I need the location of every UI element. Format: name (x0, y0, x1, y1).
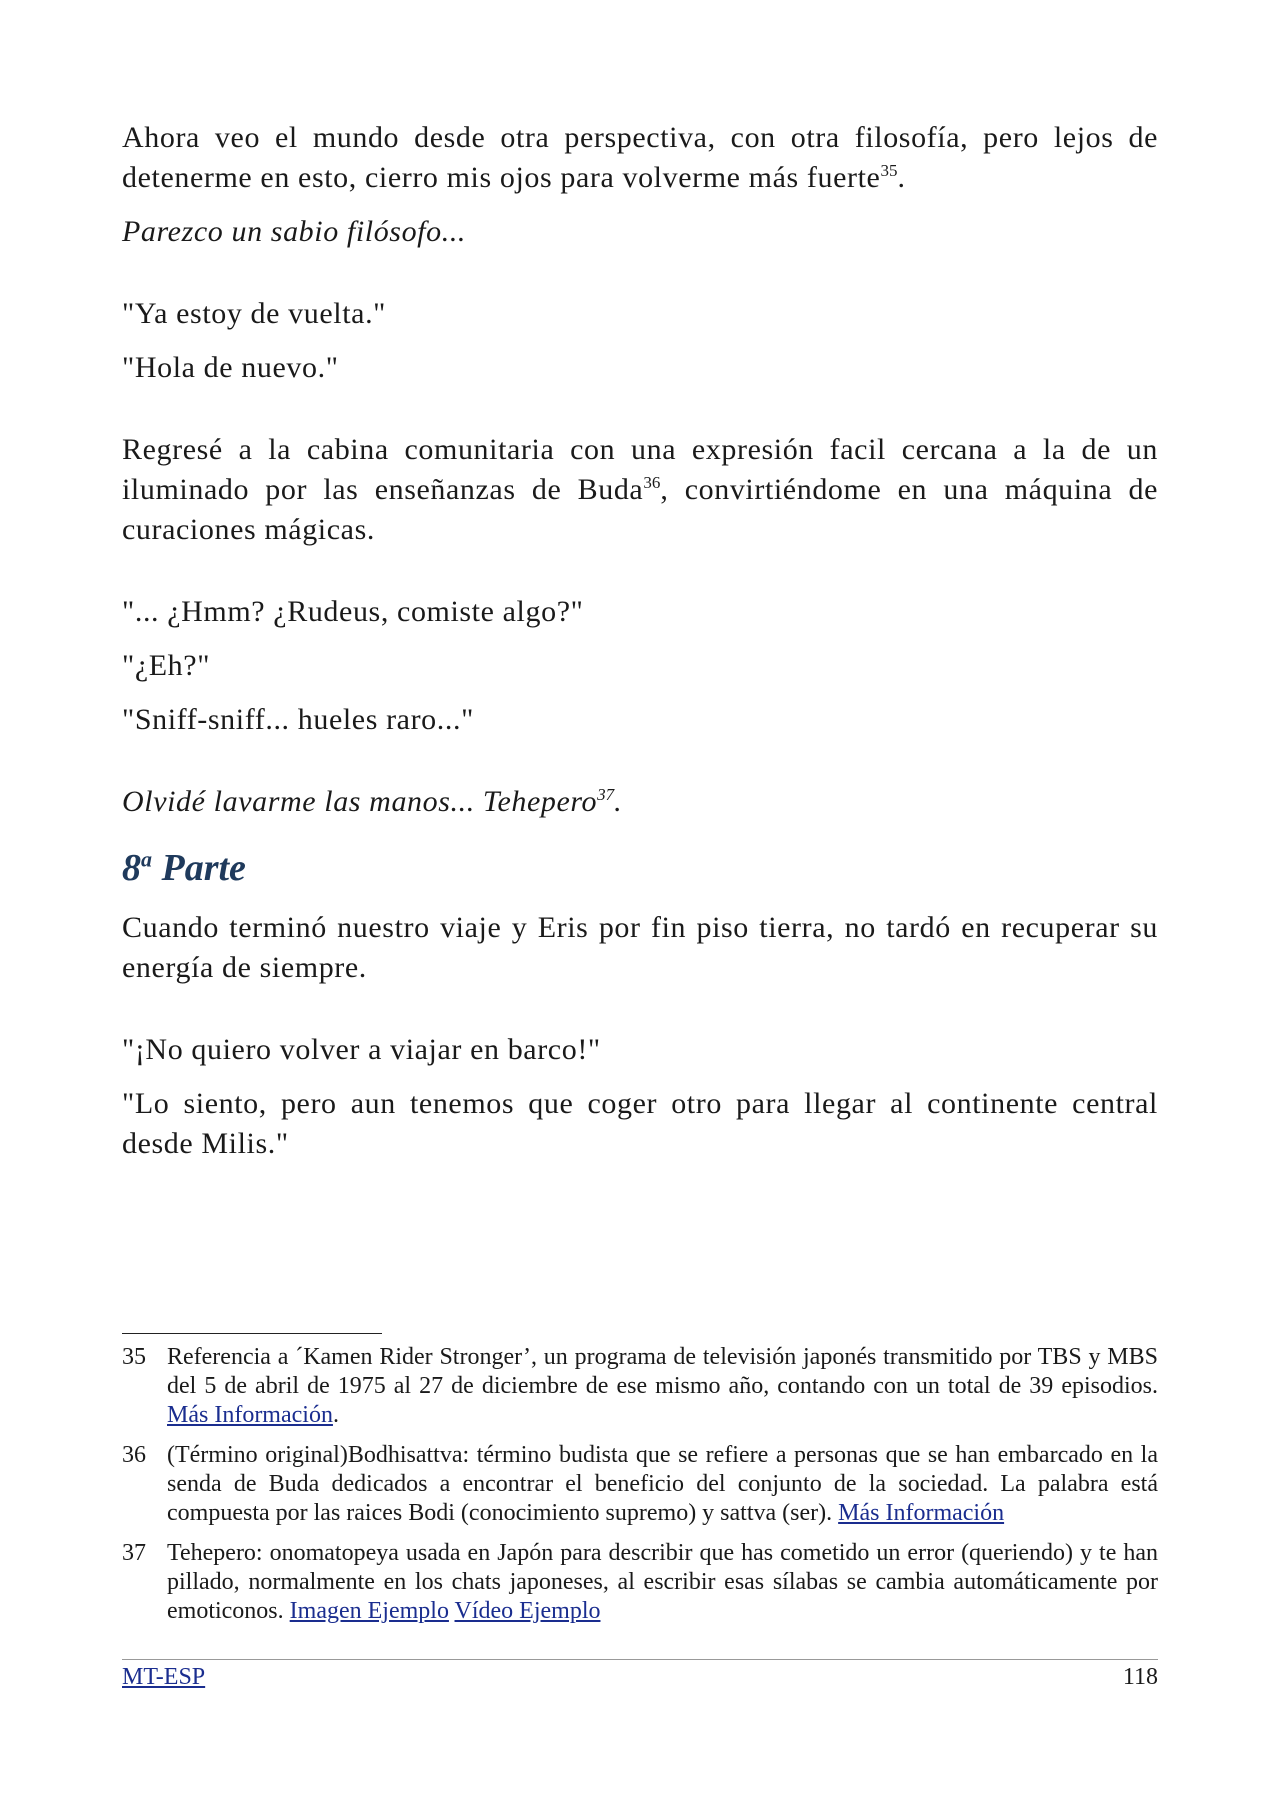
page-number: 118 (1122, 1664, 1158, 1690)
footnote: 35 Referencia a ´Kamen Rider Stronger’, un programa de televisión japonés transmitido por TBS y MBS del 5 de abril de 1975 al 27 de diciembre de ese mismo año, contando con un total de 39 episodios. Más Información. (122, 1344, 1158, 1428)
dialogue-line: "Ya estoy de vuelta." (122, 297, 387, 330)
more-info-link[interactable]: Más Información (167, 1402, 333, 1428)
footnotes (122, 1343, 1158, 1637)
footer-separator (122, 1659, 1158, 1660)
footnote: 37 Tehepero: onomatopeya usada en Japón para describir que has cometido un error (queriendo) y te han pillado, normalmente en los chats japoneses, al escribir esas sílabas se cambia automáticamente por emoticonos. Imagen Ejemplo Vídeo Ejemplo (122, 1540, 1158, 1624)
page-footer (122, 1662, 1158, 1692)
dialogue-line: "Lo siento, pero aun tenemos que coger otro para llegar al continente central desde Milis." (122, 1087, 1158, 1160)
footnote: 36 (Término original)Bodhisattva: término budista que se refiere a personas que se han embarcado en la senda de Buda dedicados a encontrar el beneficio del conjunto de la sociedad. La palabra está compuesta por las raices Bodi (conocimiento supremo) y sattva (ser). Más Información (122, 1442, 1158, 1526)
footnote-separator (122, 1333, 382, 1334)
footer-source-link[interactable]: MT-ESP (122, 1664, 206, 1690)
main-text (122, 118, 1158, 1164)
paragraph: Regresé a la cabina comunitaria con una expresión facil cercana a la de un iluminado por las enseñanzas de Buda$^{36}$, convirtiéndome en una máquina de curaciones mágicas. (122, 433, 1158, 546)
dialogue-line: "... ¿Hmm? ¿Rudeus, comiste algo?" (122, 595, 584, 628)
example-image-link[interactable]: Imagen Ejemplo (289, 1598, 449, 1624)
paragraph: Olvidé lavarme las manos... Tehepero$^{37}$. (122, 785, 623, 818)
example-video-link[interactable]: Vídeo Ejemplo (454, 1598, 601, 1624)
paragraph: Parezco un sabio filósofo... (122, 215, 467, 248)
section-heading: 8$^a$ Parte (122, 846, 246, 889)
footnote-ref[interactable]: 35 (880, 161, 898, 180)
footnote-number: 36 (122, 1442, 146, 1468)
dialogue-line: "Sniff-sniff... hueles raro..." (122, 703, 474, 736)
dialogue-line: "¡No quiero volver a viajar en barco!" (122, 1033, 601, 1066)
paragraph: Ahora veo el mundo desde otra perspectiva, con otra filosofía, pero lejos de detenerme en esto, cierro mis ojos para volverme más fuerte$^{35}$. (122, 121, 1158, 194)
more-info-link[interactable]: Más Información (838, 1500, 1005, 1526)
paragraph: Cuando terminó nuestro viaje y Eris por fin piso tierra, no tardó en recuperar su energía de siempre. (122, 911, 1158, 984)
footnote-ref[interactable]: 37 (597, 785, 615, 804)
footnote-number: 35 (122, 1344, 146, 1370)
dialogue-line: "Hola de nuevo." (122, 351, 339, 384)
footnote-ref[interactable]: 36 (643, 473, 661, 492)
dialogue-line: "¿Eh?" (122, 649, 211, 682)
footnote-number: 37 (122, 1540, 146, 1566)
